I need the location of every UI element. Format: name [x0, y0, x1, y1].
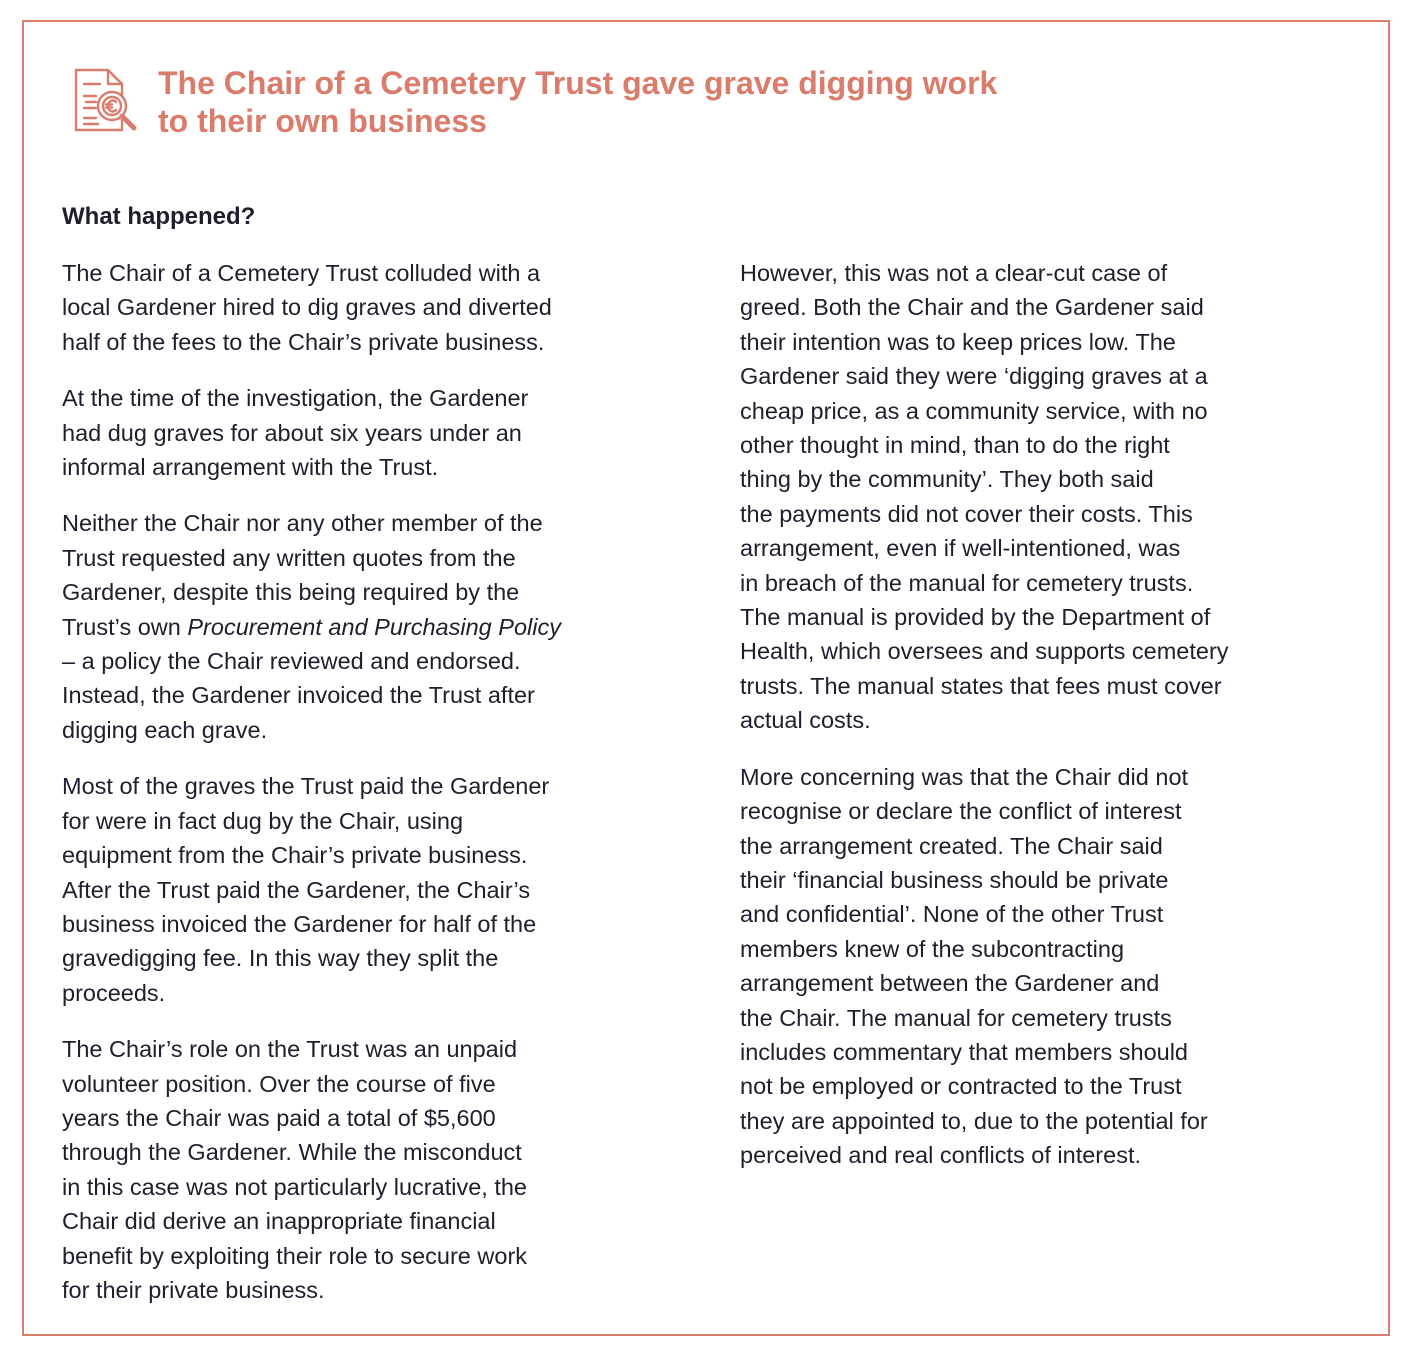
paragraph-text: Neither the Chair nor any other member of the Trust requested any written quotes from the Gardener, despite this being required by the Trust’s own: [62, 510, 543, 640]
paragraph: However, this was not a clear-cut case of greed. Both the Chair and the Gardener said their intention was to keep prices low. The Gardener said they were ‘digging graves at a cheap price, as a community service, with no other thought in mind, than to do the right thing by the community’. They both said the payments did not cover their costs. This arrangement, even if well-intentioned, was in breach of the manual for cemetery trusts. The manual is provided by the Department of Health, which oversees and supports cemetery trusts. The manual states that fees must cover actual costs.: [740, 260, 1229, 734]
paragraph: [62, 506, 702, 747]
section-heading: What happened?: [62, 203, 256, 230]
paragraph: The Chair of a Cemetery Trust colluded with a local Gardener hired to dig graves and diverted half of the fees to the Chair’s private business.: [62, 260, 552, 355]
case-study-box: [22, 20, 1390, 1336]
paragraph-text: – a policy the Chair reviewed and endorsed. Instead, the Gardener invoiced the Trust after digging each grave.: [62, 648, 535, 743]
right-column: [740, 256, 1370, 1195]
paragraph: At the time of the investigation, the Gardener had dug graves for about six years under an informal arrangement with the Trust.: [62, 385, 529, 481]
document-magnifier-coin-icon: [72, 66, 142, 136]
paragraph: The Chair’s role on the Trust was an unpaid volunteer position. Over the course of five years the Chair was paid a total of $5,600 through the Gardener. While the misconduct in this case was not particularly lucrative, the Chair did derive an inappropriate financial benefit by exploiting their role to secure work for their private business.: [62, 1036, 528, 1303]
paragraph: Most of the graves the Trust paid the Gardener for were in fact dug by the Chair, using equipment from the Chair’s private business. After the Trust paid the Gardener, the Chair’s business invoiced the Gardener for half of the gravedigging fee. In this way they split the proceeds.: [62, 773, 550, 1006]
policy-name: Procurement and Purchasing Policy: [187, 613, 561, 640]
left-column: [62, 256, 702, 1329]
case-title: The Chair of a Cemetery Trust gave grave digging work to their own business: [158, 65, 998, 139]
paragraph: More concerning was that the Chair did not recognise or declare the conflict of interest the arrangement created. The Chair said their ‘financial business should be private and confidential’. None of the other Trust members knew of the subcontracting arrangement between the Gardener and the Chair. The manual for cemetery trusts includes commentary that members should not be employed or contracted to the Trust they are appointed to, due to the potential for perceived and real conflicts of interest.: [740, 763, 1208, 1169]
